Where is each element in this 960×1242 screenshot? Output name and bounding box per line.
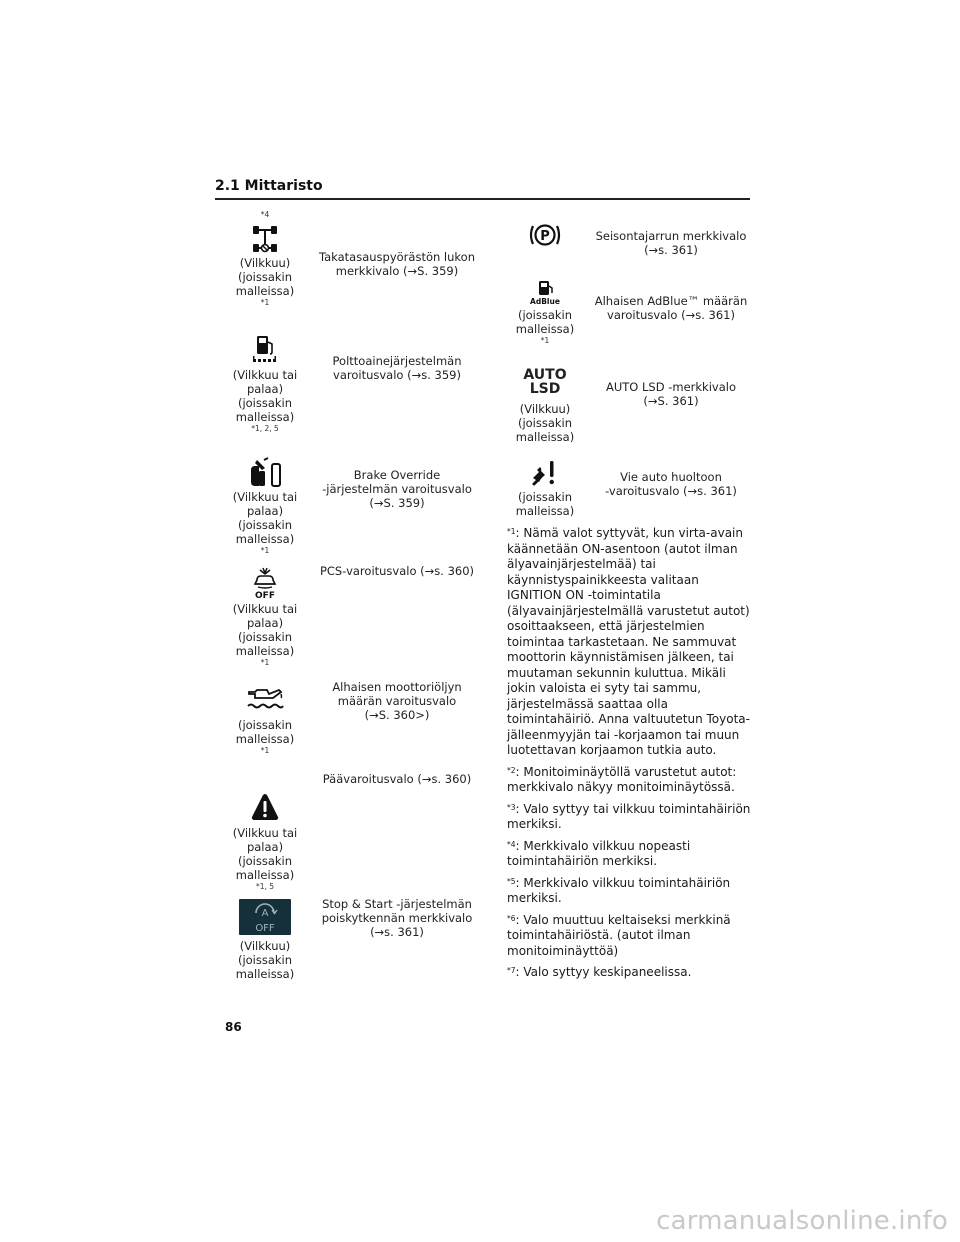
svg-text:A: A [261, 908, 269, 919]
indicator-icon-cell [505, 458, 585, 518]
indicator-icon-cell [215, 452, 315, 556]
footnotes [507, 526, 752, 987]
indicator-description: Päävaroitusvalo (→s. 360) [322, 772, 472, 786]
indicator-description: Stop & Start -järjestelmän poiskytkennän merkkivalo (→s. 361) [321, 897, 473, 939]
indicator-row [215, 772, 477, 897]
indicator-row [505, 280, 755, 366]
footnote: $^{*6}$: Valo muuttuu keltaiseksi merkkinä toimintahäiriöstä. (autot ilman monitoiminäyttöä) [507, 912, 731, 958]
indicator-icon-cell [215, 330, 315, 434]
fuel-system-icon [252, 334, 278, 366]
footnote-mark: *4 [260, 210, 270, 219]
indicator-row [215, 897, 477, 997]
watermark: carmanualsonline.info [656, 1206, 948, 1236]
footnote-mark: *1 [260, 746, 270, 755]
indicator-label: (Vilkkuu tai palaa) (joissakin malleissa) [232, 826, 298, 882]
indicator-row [505, 366, 755, 458]
indicator-label: (Vilkkuu) (joissakin malleissa) [235, 939, 295, 981]
indicator-label: (Vilkkuu tai palaa) (joissakin malleissa) [232, 368, 298, 424]
footnote-mark: *1, 2, 5 [251, 424, 279, 433]
left-column [215, 210, 477, 997]
indicator-row [215, 330, 477, 452]
indicator-label: (Vilkkuu tai palaa) (joissakin malleissa) [232, 490, 298, 546]
rear-diff-lock-icon [252, 224, 278, 254]
indicator-row [215, 562, 477, 680]
adblue-icon [528, 280, 562, 306]
header-rule [215, 198, 750, 200]
indicator-icon-cell [215, 897, 315, 981]
stop-start-off-icon [239, 899, 291, 935]
footnote-mark: *1 [260, 546, 270, 555]
indicator-label: (Vilkkuu) (joissakin malleissa) [235, 256, 295, 298]
indicator-label: (Vilkkuu) (joissakin malleissa) [515, 402, 575, 444]
svg-text:OFF: OFF [255, 923, 275, 934]
svg-text:AdBlue: AdBlue [530, 297, 560, 306]
indicator-row [215, 210, 477, 330]
footnote-mark: *1 [260, 658, 270, 667]
indicator-description: Takatasauspyörästön lukon merkkivalo (→S. 359) [318, 250, 475, 278]
pcs-off-icon [250, 566, 280, 600]
indicator-icon-cell [215, 772, 315, 892]
indicator-description: Brake Override -järjestelmän varoitusvalo (→S. 359) [322, 468, 472, 510]
indicator-row [215, 452, 477, 562]
indicator-description: Polttoainejärjestelmän varoitusvalo (→s. 359) [332, 354, 462, 382]
footnote: $^{*5}$: Merkkivalo vilkkuu toimintahäiriön merkiksi. [507, 875, 731, 905]
footnote: $^{*7}$: Valo syttyy keskipaneelissa. [507, 965, 692, 979]
oil-level-icon [245, 684, 285, 712]
indicator-description: Alhaisen moottoriöljyn määrän varoitusvalo (→S. 360>) [332, 680, 462, 722]
footnote: $^{*4}$: Merkkivalo vilkkuu nopeasti toimintahäiriön merkiksi. [507, 838, 691, 868]
indicator-description: Alhaisen AdBlue™ määrän varoitusvalo (→s. 361) [594, 294, 748, 322]
page-number: 86 [225, 1020, 242, 1034]
indicator-icon-cell [215, 562, 315, 668]
indicator-label: (Vilkkuu tai palaa) (joissakin malleissa) [232, 602, 298, 658]
footnote-mark: *1 [260, 298, 270, 307]
indicator-icon-cell [505, 366, 585, 444]
footnote: $^{*3}$: Valo syttyy tai vilkkuu toimintahäiriön merkiksi. [507, 801, 751, 831]
indicator-row [215, 680, 477, 772]
right-column [505, 222, 755, 532]
footnote: $^{*1}$: Nämä valot syttyvät, kun virta-avain käännetään ON-asentoon (autot ilman älyavainjärjestelmää) tai käynnistyspainikkeesta valitaan IGNITION ON -toimintatila (älyavainjärjestelmällä varustetut autot) osoittaakseen, että järjestelmien toimintaa tarkastetaan. Ne sammuvat moottorin käynnistämisen jälkeen, tai muutaman sekunnin kuluttua. Mikäli jokin valoista ei syty tai sammu, järjestelmässä saattaa olla toimintahäiriö. Anna valtuutetun Toyota-jälleenmyyjän tai -korjaamon tai muun luotettavan korjaamon tutkia auto. [507, 526, 750, 757]
svg-text:OFF: OFF [255, 591, 275, 600]
master-warning-icon [250, 792, 280, 822]
indicator-label: (joissakin malleissa) [235, 718, 295, 746]
indicator-icon-cell [215, 680, 315, 756]
footnote-mark: *1, 5 [255, 882, 275, 891]
indicator-icon-cell [215, 210, 315, 308]
brake-override-icon [247, 456, 283, 488]
footnote: $^{*2}$: Monitoiminäytöllä varustetut autot: merkkivalo näkyy monitoiminäytössä. [507, 764, 737, 794]
indicator-description: Seisontajarrun merkkivalo (→s. 361) [595, 229, 747, 257]
section-header: 2.1 Mittaristo [215, 178, 323, 194]
service-car-icon [530, 458, 560, 488]
indicator-description: AUTO LSD -merkkivalo (→S. 361) [606, 380, 736, 408]
indicator-label: (joissakin malleissa) [515, 490, 575, 518]
indicator-label: (joissakin malleissa) [515, 308, 575, 336]
indicator-row [505, 222, 755, 280]
indicator-description: Vie auto huoltoon -varoitusvalo (→s. 361) [605, 470, 737, 498]
footnote-mark: *1 [540, 336, 550, 345]
parking-brake-icon [528, 222, 562, 248]
auto-lsd-icon: AUTO LSD [523, 367, 567, 397]
indicator-icon-cell [505, 280, 585, 346]
indicator-row [505, 458, 755, 532]
indicator-description: PCS-varoitusvalo (→s. 360) [319, 564, 475, 578]
svg-text:P: P [540, 229, 550, 244]
indicator-icon-cell [505, 222, 585, 250]
